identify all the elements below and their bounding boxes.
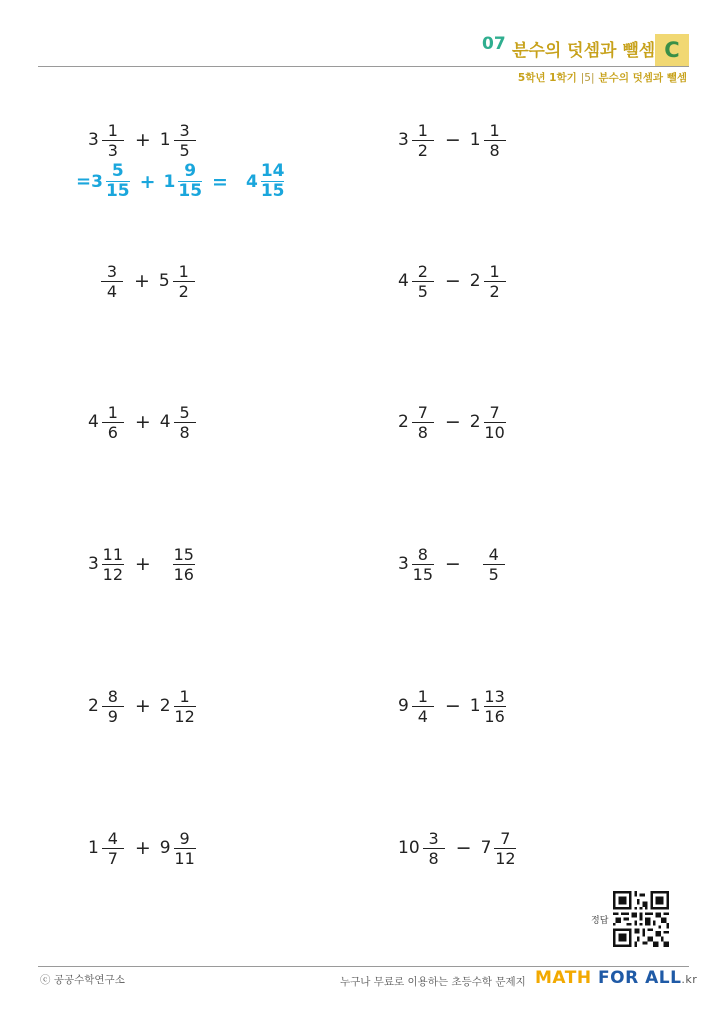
denominator: 12 [102, 564, 123, 584]
denominator: 9 [102, 706, 124, 726]
numerator: 2 [417, 261, 428, 281]
example-answer [76, 162, 286, 201]
answer-whole-3: 4 [245, 171, 258, 192]
numerator: 3 [179, 120, 190, 140]
denominator: 7 [102, 848, 124, 868]
problem-1 [88, 118, 198, 162]
numerator: 13 [484, 686, 505, 706]
denominator: 4 [101, 281, 123, 301]
denominator: 5 [412, 281, 434, 301]
worksheet-title: 분수의 덧셈과 뺄셈 [512, 41, 656, 61]
numerator: 4 [107, 828, 118, 848]
numerator: 8 [417, 544, 428, 564]
whole-number: 1 [88, 838, 99, 858]
logo-math: MATH [535, 968, 592, 988]
numerator: 9 [179, 828, 190, 848]
subtitle-grade: 5학년 1학기 [517, 72, 577, 84]
mathforall-logo[interactable] [535, 968, 697, 988]
whole-number: 7 [480, 838, 492, 858]
qr-code-icon[interactable] [613, 891, 669, 947]
denominator: 8 [174, 422, 196, 442]
logo-all: ALL [645, 968, 682, 988]
problem-10 [398, 684, 508, 728]
denominator: 8 [484, 140, 506, 160]
denominator: 15 [412, 564, 433, 584]
denominator: 11 [174, 848, 195, 868]
whole-number: 3 [88, 554, 99, 574]
operator: − [444, 411, 461, 433]
logo-kr: .kr [681, 973, 698, 986]
whole-number: 5 [158, 271, 170, 291]
answer-numerator-1: 5 [111, 161, 124, 181]
whole-number: 3 [398, 554, 409, 574]
footer-divider [38, 966, 689, 967]
level-badge: C [655, 34, 689, 66]
whole-number: 1 [159, 130, 171, 150]
whole-number: 2 [88, 696, 99, 716]
denominator: 16 [173, 564, 194, 584]
whole-number: 2 [469, 271, 481, 291]
operator: + [134, 837, 151, 859]
numerator: 1 [417, 686, 428, 706]
whole-number: 3 [398, 130, 409, 150]
denominator: 8 [412, 422, 434, 442]
denominator: 6 [102, 422, 124, 442]
whole-number: 4 [159, 412, 171, 432]
denominator: 2 [484, 281, 506, 301]
footer-tagline: 누구나 무료로 이용하는 초등수학 문제지 [340, 976, 526, 988]
answer-equals: = [76, 171, 92, 192]
numerator: 1 [107, 120, 118, 140]
whole-number: 2 [159, 696, 171, 716]
numerator: 5 [179, 402, 190, 422]
qr-label: 정답 [591, 916, 609, 926]
header-number: 07 [482, 34, 506, 54]
problem-11 [88, 826, 198, 870]
logo-for: FOR [598, 968, 639, 988]
operator: − [444, 270, 461, 292]
denominator: 2 [412, 140, 434, 160]
denominator: 8 [423, 848, 445, 868]
numerator: 1 [489, 261, 500, 281]
operator: + [134, 270, 150, 292]
numerator: 1 [489, 120, 500, 140]
subtitle-unit: |5| [580, 72, 595, 84]
denominator: 10 [484, 422, 505, 442]
numerator: 1 [178, 261, 189, 281]
footer-copyright: ⓒ 공공수학연구소 [40, 974, 125, 986]
numerator: 1 [179, 686, 190, 706]
numerator: 7 [489, 402, 500, 422]
header-divider [38, 66, 689, 67]
answer-whole-1: 3 [91, 171, 103, 192]
problem-6 [398, 400, 508, 444]
operator: − [455, 837, 472, 859]
header-subtitle [518, 70, 687, 85]
denominator: 2 [173, 281, 195, 301]
problem-7 [88, 542, 197, 586]
whole-number: 1 [469, 696, 481, 716]
problem-3 [88, 259, 197, 303]
whole-number: 1 [469, 130, 481, 150]
operator: − [444, 553, 461, 575]
numerator: 15 [173, 544, 194, 564]
answer-numerator-2: 9 [184, 161, 197, 181]
subtitle-topic: 분수의 덧셈과 뺄셈 [598, 72, 687, 84]
numerator: 7 [500, 828, 511, 848]
denominator: 12 [495, 848, 516, 868]
whole-number: 2 [469, 412, 481, 432]
problem-2 [398, 118, 508, 162]
numerator: 11 [102, 544, 123, 564]
numerator: 4 [488, 544, 499, 564]
numerator: 3 [106, 261, 118, 281]
problem-12 [398, 826, 518, 870]
whole-number: 3 [88, 130, 99, 150]
operator: + [134, 695, 151, 717]
numerator: 1 [107, 402, 118, 422]
problem-4 [398, 259, 508, 303]
operator: − [444, 129, 461, 151]
denominator: 12 [174, 706, 195, 726]
answer-denominator-1: 15 [105, 181, 130, 201]
answer-equals-2: = [212, 170, 228, 193]
answer-denominator-3: 15 [260, 181, 285, 201]
whole-number: 2 [398, 412, 409, 432]
numerator: 7 [417, 402, 428, 422]
numerator: 1 [417, 120, 428, 140]
problem-5 [88, 400, 198, 444]
problem-9 [88, 684, 198, 728]
denominator: 5 [483, 564, 505, 584]
answer-whole-2: 1 [163, 171, 176, 192]
problem-8 [398, 542, 507, 586]
whole-number: 4 [398, 271, 409, 291]
denominator: 16 [484, 706, 505, 726]
answer-numerator-3: 14 [260, 161, 285, 181]
whole-number: 10 [398, 838, 420, 858]
whole-number: 4 [88, 412, 99, 432]
operator: + [134, 129, 151, 151]
operator: + [134, 553, 151, 575]
denominator: 5 [174, 140, 196, 160]
operator: − [444, 695, 461, 717]
denominator: 3 [102, 140, 124, 160]
whole-number: 9 [159, 838, 171, 858]
numerator: 8 [107, 686, 118, 706]
denominator: 4 [412, 706, 434, 726]
numerator: 3 [428, 828, 439, 848]
whole-number: 9 [398, 696, 409, 716]
answer-operator: + [139, 170, 156, 193]
operator: + [134, 411, 151, 433]
answer-denominator-2: 15 [178, 181, 203, 201]
